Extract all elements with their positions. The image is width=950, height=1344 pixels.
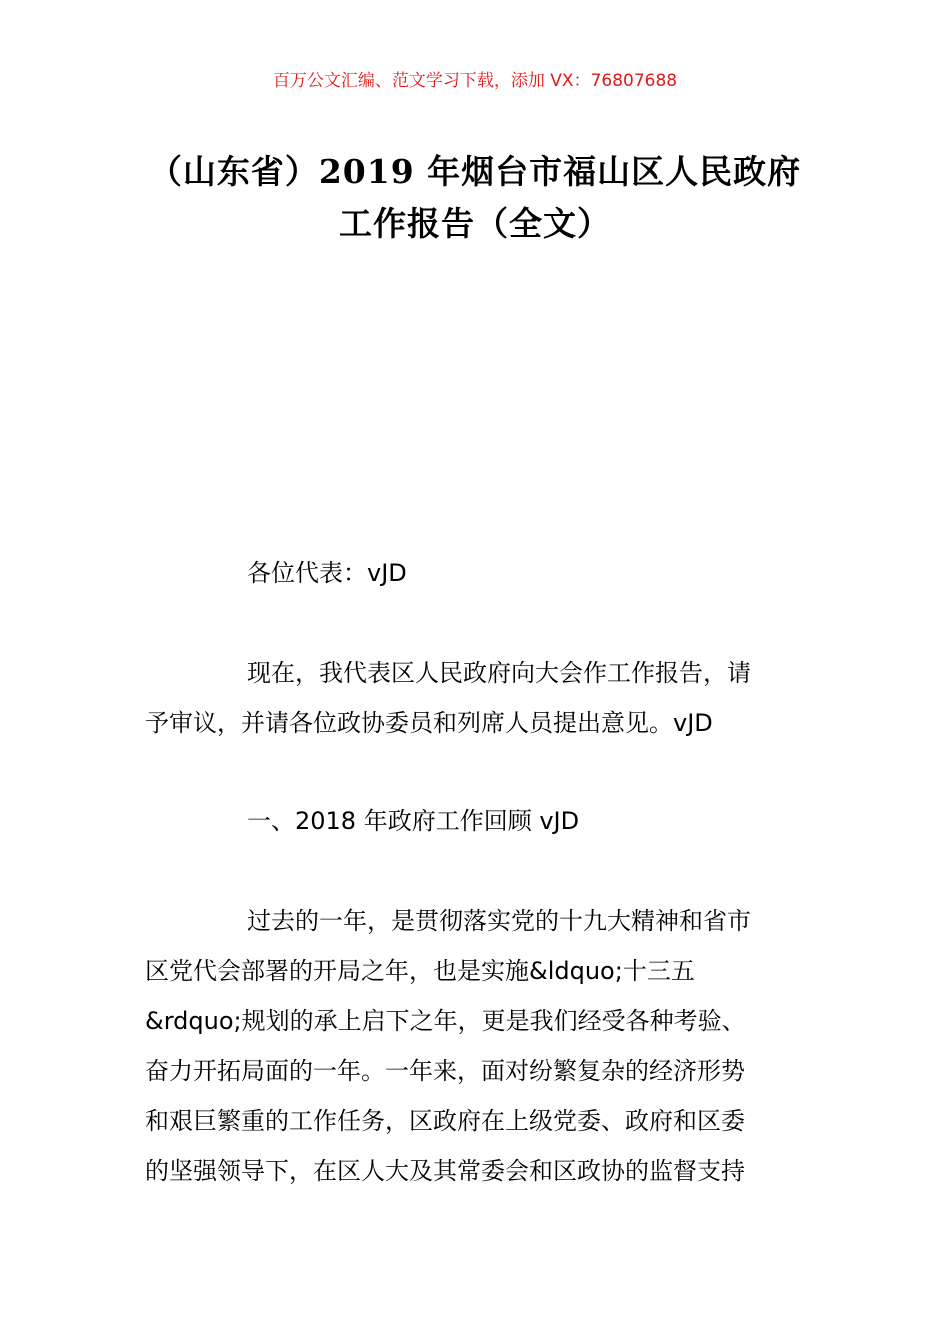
salutation-paragraph — [145, 548, 810, 598]
intro-line-1: 现在，我代表区人民政府向大会作工作报告，请 — [247, 659, 751, 687]
header-watermark-note: 百万公文汇编、范文学习下载，添加 VX：76807688 — [272, 71, 678, 91]
review-paragraph — [145, 896, 810, 1196]
intro-line-2: 予审议，并请各位政协委员和列席人员提出意见。vJD — [145, 709, 713, 737]
review-line-5: 和艰巨繁重的工作任务，区政府在上级党委、政府和区委 — [145, 1107, 745, 1135]
title-line-1: （山东省）2019 年烟台市福山区人民政府 — [148, 152, 802, 191]
title-line-2: 工作报告（全文） — [339, 204, 611, 243]
review-line-6: 的坚强领导下，在区人大及其常委会和区政协的监督支持 — [145, 1157, 745, 1185]
review-line-2: 区党代会部署的开局之年，也是实施&ldquo;十三五 — [145, 957, 695, 985]
salutation: 各位代表：vJD — [247, 559, 407, 587]
section-1-heading: 一、2018 年政府工作回顾 vJD — [247, 807, 580, 835]
document-title — [100, 146, 850, 250]
intro-paragraph — [145, 648, 810, 748]
section-heading-paragraph — [145, 796, 810, 846]
review-line-3: &rdquo;规划的承上启下之年，更是我们经受各种考验、 — [145, 1007, 746, 1035]
review-line-4: 奋力开拓局面的一年。一年来，面对纷繁复杂的经济形势 — [145, 1057, 745, 1085]
review-line-1: 过去的一年，是贯彻落实党的十九大精神和省市 — [247, 907, 751, 935]
